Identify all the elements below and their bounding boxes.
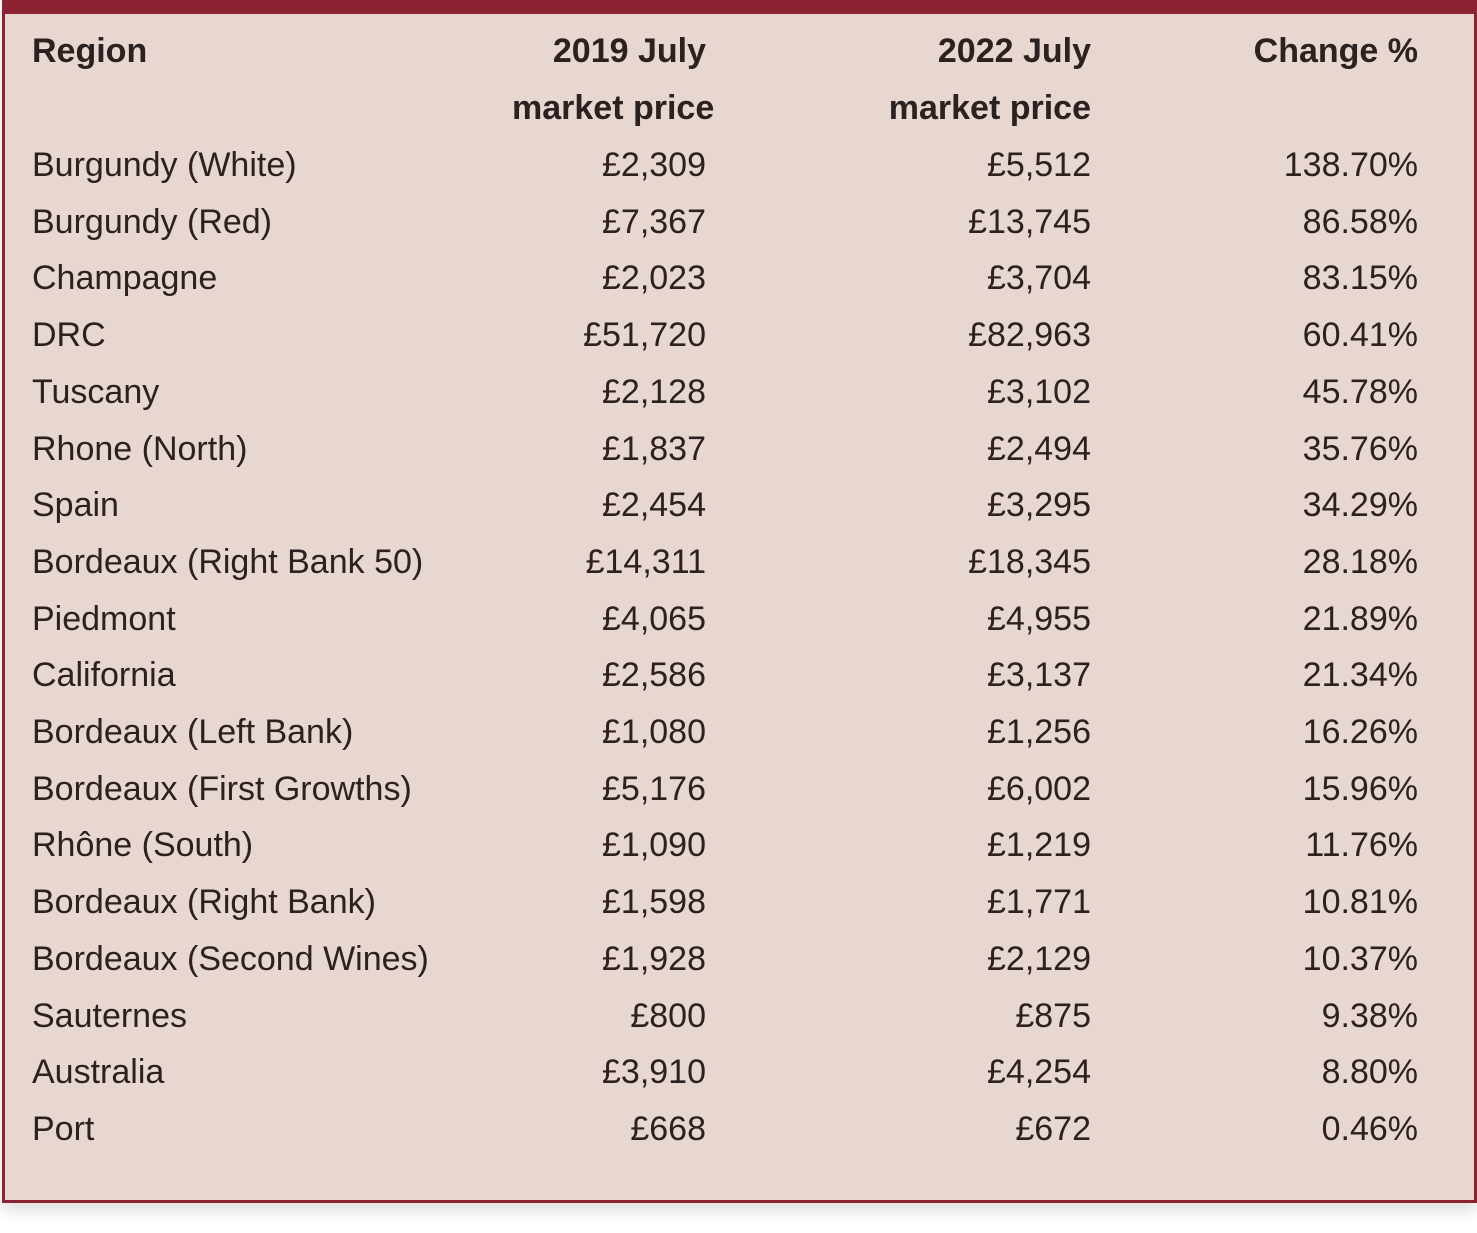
price-2019-cell: £3,910: [602, 1053, 706, 1092]
region-cell: Bordeaux (First Growths): [32, 769, 412, 808]
table-row: [32, 534, 1418, 591]
region-cell: California: [32, 656, 176, 695]
price-2019-cell: £800: [630, 996, 706, 1035]
header-row-2: [32, 80, 1418, 137]
price-2022-cell: £5,512: [987, 146, 1091, 184]
header-2019-line1: 2019 July: [552, 32, 706, 70]
price-2019-cell: £2,586: [602, 656, 706, 695]
table-row: [32, 761, 1418, 818]
change-percent-cell: 15.96%: [1302, 769, 1418, 808]
price-2019-cell: £1,080: [602, 713, 706, 752]
region-cell: Champagne: [32, 259, 218, 298]
table-row: [32, 307, 1418, 364]
price-2022-cell: £3,295: [987, 486, 1091, 525]
price-2022-cell: £2,129: [987, 939, 1091, 978]
change-percent-cell: 86.58%: [1302, 202, 1418, 241]
change-percent-cell: 60.41%: [1302, 316, 1418, 355]
price-2019-cell: £5,176: [602, 769, 706, 808]
price-2019-cell: £51,720: [583, 316, 706, 355]
region-cell: Tuscany: [32, 372, 160, 411]
price-2022-cell: £672: [1015, 1109, 1091, 1148]
table-row: [32, 988, 1418, 1045]
price-2022-cell: £875: [1015, 996, 1091, 1035]
table-header: [32, 23, 1418, 137]
table-row: [32, 250, 1418, 307]
price-2019-cell: £14,311: [585, 542, 706, 581]
price-2022-cell: £2,494: [987, 429, 1091, 468]
table-row: [32, 421, 1418, 478]
region-cell: Bordeaux (Right Bank): [32, 883, 376, 922]
change-percent-cell: 83.15%: [1302, 259, 1418, 298]
table-row: [32, 931, 1418, 988]
header-change-blank: [1091, 80, 1418, 137]
price-2019-cell: £1,090: [602, 826, 706, 865]
change-percent-cell: 21.89%: [1302, 599, 1418, 638]
table-row: [32, 874, 1418, 931]
table-row: [32, 1044, 1418, 1101]
header-change: Change %: [1253, 32, 1418, 70]
change-percent-cell: 21.34%: [1302, 656, 1418, 695]
price-2022-cell: £18,345: [968, 542, 1091, 581]
change-percent-cell: 45.78%: [1302, 372, 1418, 411]
region-cell: Port: [32, 1109, 95, 1148]
change-percent-cell: 11.76%: [1305, 826, 1418, 865]
change-percent-cell: 10.37%: [1302, 939, 1418, 978]
price-2019-cell: £1,928: [602, 939, 706, 978]
region-cell: Rhone (North): [32, 429, 248, 468]
change-percent-cell: 10.81%: [1302, 883, 1418, 922]
region-cell: Spain: [32, 486, 119, 525]
price-2022-cell: £1,771: [987, 883, 1091, 922]
header-2022-line2: market price: [888, 89, 1091, 127]
region-cell: Piedmont: [32, 599, 176, 638]
table-row: [32, 591, 1418, 648]
change-percent-cell: 16.26%: [1302, 713, 1418, 752]
price-2019-cell: £2,023: [602, 259, 706, 298]
header-region-blank: [32, 80, 512, 137]
price-2019-cell: £2,309: [602, 146, 706, 184]
price-table-panel: [2, 0, 1477, 1203]
price-2019-cell: £7,367: [602, 202, 706, 241]
region-cell: Bordeaux (Second Wines): [32, 939, 429, 978]
region-cell: Bordeaux (Left Bank): [32, 713, 354, 752]
region-cell: Rhône (South): [32, 826, 254, 865]
change-percent-cell: 9.38%: [1321, 996, 1418, 1035]
price-2022-cell: £3,137: [987, 656, 1091, 695]
region-cell: Burgundy (White): [32, 146, 297, 184]
table-row: [32, 137, 1418, 194]
table-row: [32, 704, 1418, 761]
region-cell: Sauternes: [32, 996, 187, 1035]
price-2019-cell: £1,598: [602, 883, 706, 922]
region-cell: Bordeaux (Right Bank 50): [32, 542, 424, 581]
table-row: [32, 647, 1418, 704]
price-2019-cell: £1,837: [602, 429, 706, 468]
change-percent-cell: 28.18%: [1302, 542, 1418, 581]
price-2022-cell: £82,963: [968, 316, 1091, 355]
header-row-1: [32, 23, 1418, 80]
price-2019-cell: £668: [630, 1109, 706, 1148]
change-percent-cell: 34.29%: [1302, 486, 1418, 525]
header-2022-line1: 2022 July: [937, 32, 1091, 70]
price-2019-cell: £4,065: [602, 599, 706, 638]
region-cell: Burgundy (Red): [32, 202, 273, 241]
price-2019-cell: £2,128: [602, 372, 706, 411]
price-2022-cell: £6,002: [987, 769, 1091, 808]
price-2019-cell: £2,454: [602, 486, 706, 525]
change-percent-cell: 8.80%: [1321, 1053, 1418, 1092]
header-region: Region: [32, 32, 148, 70]
price-2022-cell: £3,704: [987, 259, 1091, 298]
table-body: [32, 137, 1418, 1158]
price-2022-cell: £13,745: [968, 202, 1091, 241]
table-row: [32, 1101, 1418, 1158]
table-row: [32, 817, 1418, 874]
change-percent-cell: 35.76%: [1302, 429, 1418, 468]
change-percent-cell: 138.70%: [1283, 146, 1418, 184]
region-cell: Australia: [32, 1053, 165, 1092]
change-percent-cell: 0.46%: [1321, 1109, 1418, 1148]
price-2022-cell: £1,256: [987, 713, 1091, 752]
price-2022-cell: £4,254: [987, 1053, 1091, 1092]
price-2022-cell: £3,102: [987, 372, 1091, 411]
table-row: [32, 477, 1418, 534]
region-cell: DRC: [32, 316, 106, 355]
table-row: [32, 194, 1418, 251]
wine-price-table: [32, 23, 1418, 1158]
price-2022-cell: £1,219: [987, 826, 1091, 865]
header-2019-line2: market price: [512, 89, 715, 127]
price-2022-cell: £4,955: [987, 599, 1091, 638]
table-row: [32, 364, 1418, 421]
